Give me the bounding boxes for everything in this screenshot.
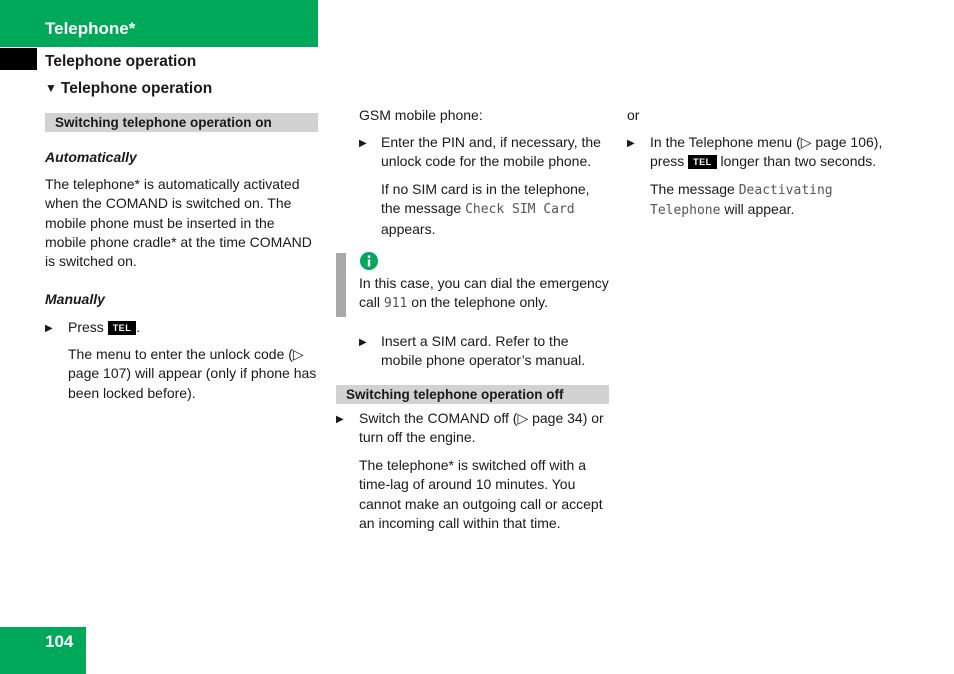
press-end: . [136, 319, 141, 335]
step-telephone-menu [650, 133, 900, 172]
menu-post: longer than two seconds. [720, 153, 877, 170]
subsection-title [45, 79, 212, 99]
heading-bar-on: Switching telephone operation on [45, 113, 318, 132]
gsm-label: GSM mobile phone: [359, 107, 483, 123]
menu-pre: In the Telephone menu (▷ page 106), press [650, 134, 883, 170]
bullet-triangle-icon: ▶ [45, 323, 53, 334]
paragraph-time-lag: The telephone* is switched off with a time-lag of around 10 minutes. You cannot make an outgoing call or accept an incoming call within that time. [359, 457, 603, 531]
no-sim-post: appears. [381, 220, 436, 237]
subsection-label: Telephone operation [60, 80, 213, 97]
heading-bar-off: Switching telephone operation off [336, 385, 609, 404]
msg-pre: The message [650, 181, 735, 197]
page-number: 104 [45, 632, 74, 651]
bullet-triangle-icon: ▶ [359, 337, 367, 348]
paragraph-deactivating [650, 180, 900, 221]
bullet-triangle-icon: ▶ [359, 138, 367, 149]
step-switch-off: Switch the COMAND off (▷ page 34) or turn off the engine. [359, 410, 604, 446]
step-insert-sim: Insert a SIM card. Refer to the mobile phone operator’s manual. [381, 333, 586, 369]
message-check-sim: Check SIM Card [465, 202, 575, 218]
section-tab-marker [0, 48, 37, 70]
bullet-triangle-icon: ▶ [336, 414, 344, 425]
info-note-text [359, 274, 611, 314]
msg-post: will appear. [724, 201, 795, 218]
triangle-down-icon: ▼ [45, 81, 57, 95]
heading-manually: Manually [45, 291, 105, 307]
step-enter-pin: Enter the PIN and, if necessary, the unlock code for the mobile phone. [381, 134, 601, 170]
or-label: or [627, 107, 640, 123]
section-title: Telephone operation [45, 53, 197, 70]
bullet-triangle-icon: ▶ [627, 138, 635, 149]
press-tel-step [68, 318, 140, 337]
paragraph-unlock: The menu to enter the unlock code (▷ page 107) will appear (only if phone has been locked before). [68, 346, 317, 401]
chapter-title: Telephone* [45, 19, 136, 38]
tel-key-icon: TEL [688, 155, 717, 169]
tel-key-icon: TEL [108, 321, 137, 335]
paragraph-automatically: The telephone* is automatically activated when the COMAND is switched on. The mobile phone must be inserted in the mobile phone cradle* at the time COMAND is switched on. [45, 176, 312, 270]
no-sim-pre: If no SIM card is in the telephone, the message [381, 181, 590, 217]
emergency-number: 911 [383, 296, 408, 312]
message-deactivating: Deactivating Telephone [650, 183, 833, 219]
paragraph-no-sim [381, 180, 611, 239]
info-icon [359, 251, 379, 271]
info-side-bar [336, 253, 346, 317]
press-label: Press [68, 319, 104, 335]
heading-automatically: Automatically [45, 149, 137, 165]
info-pre: In this case, you can dial the emergency call [359, 275, 609, 311]
info-post: on the telephone only. [411, 294, 549, 311]
